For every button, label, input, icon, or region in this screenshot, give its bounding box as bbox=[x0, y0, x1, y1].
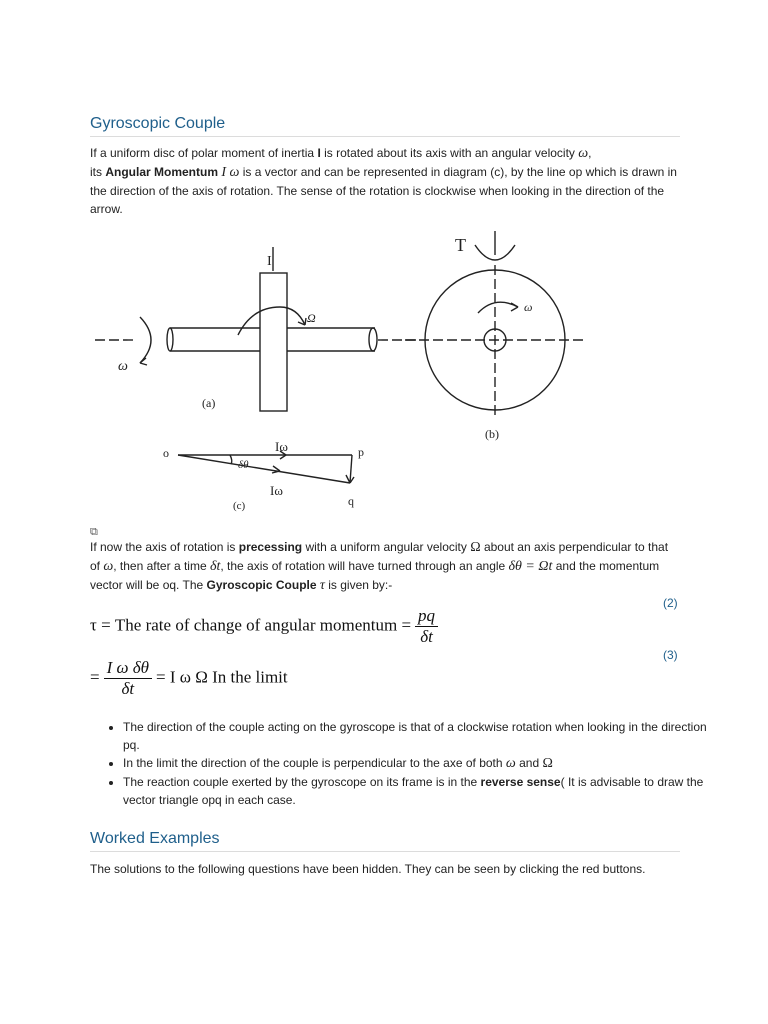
dtheta-label: δθ bbox=[238, 459, 249, 471]
shaft-left-end bbox=[167, 328, 173, 351]
note-2-text-1: In the limit the direction of the couple is perpendicular to the axe of both bbox=[123, 756, 506, 770]
p1-text-2: is rotated about its axis with an angular velocity bbox=[320, 146, 579, 160]
point-p-label: p bbox=[358, 445, 364, 459]
figure-label-c: (c) bbox=[233, 500, 246, 512]
shaft-right-end bbox=[369, 328, 377, 351]
eq3-fraction bbox=[104, 658, 152, 699]
point-q-label: q bbox=[348, 494, 354, 508]
vector-oq bbox=[178, 455, 350, 483]
vector-pq bbox=[350, 455, 352, 483]
precession-paragraph bbox=[90, 538, 670, 595]
Omega-label-a: Ω bbox=[307, 311, 316, 325]
figure-label-a: (a) bbox=[202, 396, 216, 410]
p2-dt: δt bbox=[209, 559, 221, 574]
equation-3 bbox=[90, 658, 288, 699]
gyroscope-diagram bbox=[90, 225, 680, 520]
omega-arc-arrow bbox=[140, 317, 151, 363]
list-item bbox=[123, 773, 713, 809]
disc-side-view bbox=[260, 273, 287, 411]
expand-image-icon[interactable]: ⧉ bbox=[90, 526, 98, 538]
section-title-gyroscopic-couple: Gyroscopic Couple bbox=[90, 115, 680, 137]
equation-2 bbox=[90, 606, 442, 647]
p1-text-1: If a uniform disc of polar moment of inertia bbox=[90, 146, 318, 160]
eq2-fraction bbox=[415, 606, 438, 647]
p1-angular-momentum: Angular Momentum bbox=[105, 165, 219, 179]
p2-precessing: precessing bbox=[238, 540, 303, 554]
eq3-denominator: δt bbox=[121, 679, 135, 698]
eq3-post: = I ω Ω In the limit bbox=[156, 667, 288, 687]
note-2-text-2: and bbox=[515, 756, 543, 770]
p2-text-6: and the momentum vector will be oq. The bbox=[90, 559, 660, 592]
note-2-Omega: Ω bbox=[542, 756, 553, 771]
Iw-bottom-label: Iω bbox=[270, 483, 283, 498]
eq2-numerator: pq bbox=[415, 606, 438, 627]
note-1-text: The direction of the couple acting on the gyroscope is that of a clockwise rotation when looking in the direction pq. bbox=[123, 720, 707, 752]
omega-label-a: ω bbox=[118, 359, 128, 374]
p1-I-omega: I ω bbox=[221, 165, 240, 180]
list-item bbox=[123, 718, 713, 754]
p2-tau: τ bbox=[319, 578, 325, 593]
p2-Omega: Ω bbox=[470, 540, 481, 555]
inertia-label: I bbox=[267, 254, 272, 269]
worked-examples-text: The solutions to the following questions have been hidden. They can be seen by clicking the red buttons. bbox=[90, 862, 646, 876]
list-item bbox=[123, 754, 713, 773]
p2-text-5: , the axis of rotation will have turned through an angle bbox=[220, 559, 509, 573]
intro-paragraph bbox=[90, 144, 680, 218]
p1-omega: ω bbox=[578, 146, 589, 161]
p1-inertia-symbol: I bbox=[317, 146, 321, 160]
p2-text-2: with a uniform angular velocity bbox=[302, 540, 471, 554]
p2-angle: δθ = Ωt bbox=[508, 559, 553, 574]
equation-number-2[interactable]: (2) bbox=[663, 596, 678, 610]
equation-number-3[interactable]: (3) bbox=[663, 648, 678, 662]
eq3-pre: = bbox=[90, 667, 100, 687]
eq2-lhs: τ = The rate of change of angular momentum = bbox=[90, 615, 412, 635]
angle-arc bbox=[230, 455, 232, 464]
torque-label: T bbox=[455, 235, 466, 255]
omega-label-b: ω bbox=[524, 300, 533, 314]
p2-text-1: If now the axis of rotation is bbox=[90, 540, 239, 554]
note-3-text-2: ( It is advisable to draw the vector triangle opq in each case. bbox=[123, 775, 704, 807]
Iw-top-label: Iω bbox=[275, 439, 288, 454]
figure-label-b: (b) bbox=[485, 427, 499, 441]
eq2-denominator: δt bbox=[420, 627, 433, 646]
note-3-bold: reverse sense bbox=[480, 775, 561, 789]
eq3-numerator: I ω δθ bbox=[104, 658, 152, 679]
front-omega-head bbox=[511, 303, 518, 311]
p2-gyroscopic-couple: Gyroscopic Couple bbox=[206, 578, 317, 592]
p1-text-4: is a vector and can be represented in diagram (c), by the line op which is drawn in the direction of the axis of rotation. The sense of the rotation is clockwise when looking in the direction of the arrow. bbox=[90, 165, 677, 216]
section-title-worked-examples: Worked Examples bbox=[90, 830, 680, 852]
note-3-text-1: The reaction couple exerted by the gyroscope on its frame is in the bbox=[123, 775, 481, 789]
point-o-label: o bbox=[163, 446, 169, 460]
p1-comma: , bbox=[588, 146, 592, 160]
note-2-omega: ω bbox=[505, 756, 516, 771]
p2-text-8: is given by:- bbox=[324, 578, 393, 592]
p1-text-3: its bbox=[90, 165, 106, 179]
p2-omega: ω bbox=[103, 559, 114, 574]
oq-arrow-head bbox=[272, 466, 280, 473]
notes-list bbox=[90, 718, 713, 809]
p2-text-3: about an axis perpendicular to that of bbox=[90, 540, 669, 573]
p2-text-4: , then after a time bbox=[113, 559, 210, 573]
